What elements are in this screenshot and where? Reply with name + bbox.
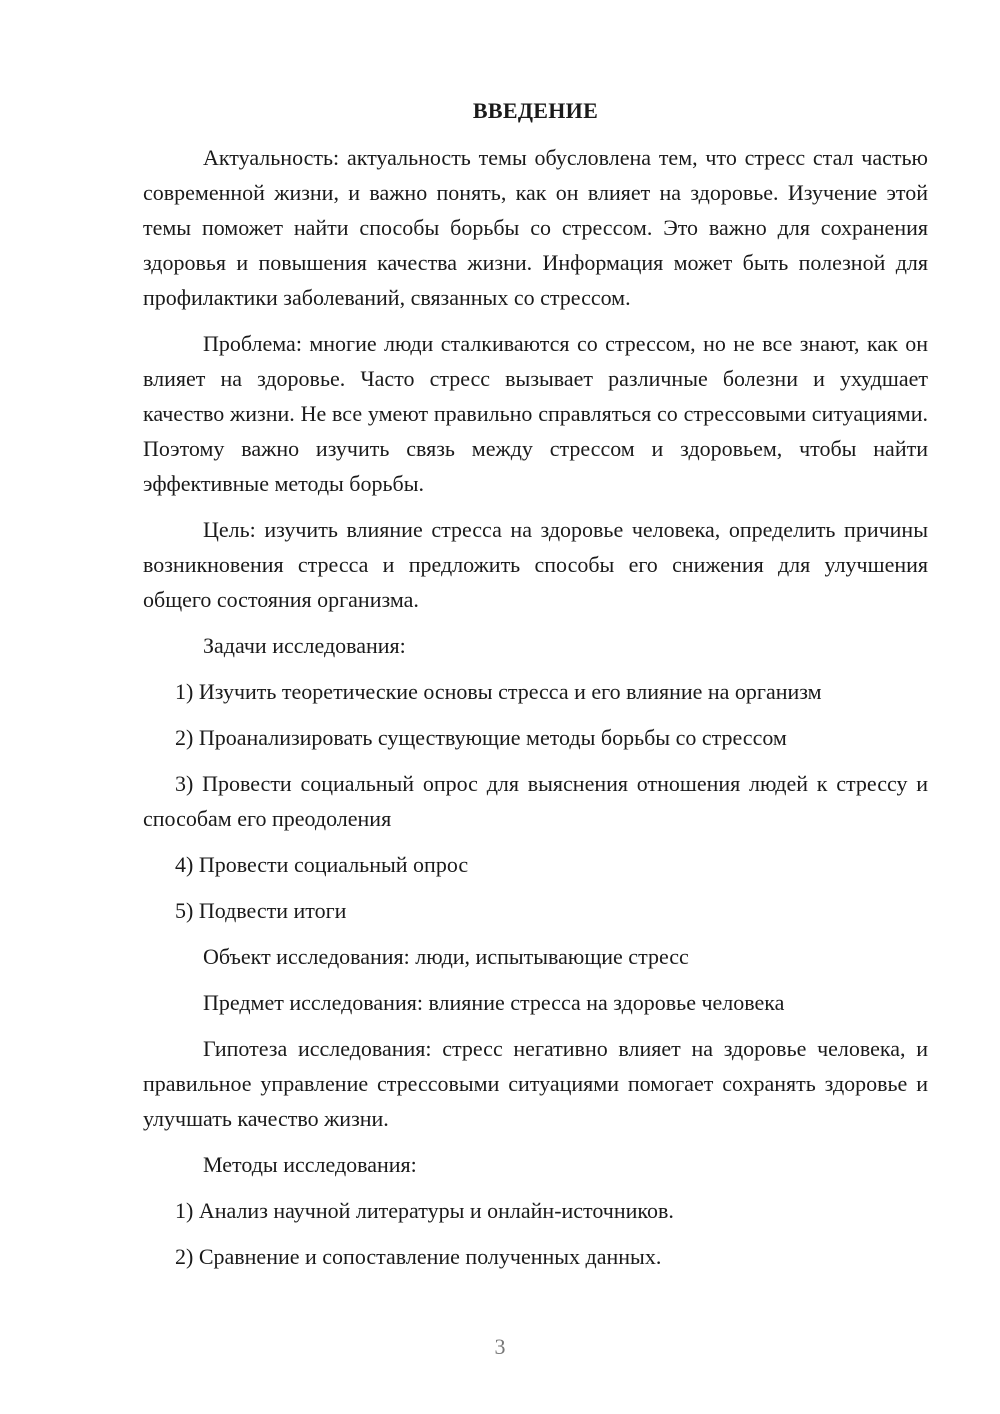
problem-paragraph: Проблема: многие люди сталкиваются со стрессом, но не все знают, как он влияет на здоровье. Часто стресс вызывает различные болезни и ухудшает качество жизни. Не все умеют правильно справляться со стрессовыми ситуациями. Поэтому важно изучить связь между стрессом и здоровьем, чтобы найти эффективные методы борьбы. [143, 331, 928, 496]
methods-heading: Методы исследования: [203, 1152, 417, 1177]
tasks-list [143, 674, 928, 928]
object-paragraph: Объект исследования: люди, испытывающие стресс [203, 944, 689, 969]
section-title: ВВЕДЕНИЕ [472, 98, 599, 123]
list-item: 1) Анализ научной литературы и онлайн-источников. [175, 1198, 674, 1223]
list-item: 2) Проанализировать существующие методы борьбы со стрессом [175, 725, 787, 750]
subject-paragraph: Предмет исследования: влияние стресса на здоровье человека [203, 990, 785, 1015]
goal-paragraph: Цель: изучить влияние стресса на здоровье человека, определить причины возникновения стресса и предложить способы его снижения для улучшения общего состояния организма. [143, 517, 928, 612]
list-item: 4) Провести социальный опрос [175, 852, 469, 877]
page-number: 3 [494, 1334, 506, 1359]
hypothesis-paragraph: Гипотеза исследования: стресс негативно влияет на здоровье человека, и правильное управление стрессовыми ситуациями помогает сохранять здоровье и улучшать качество жизни. [143, 1036, 928, 1131]
list-item: 5) Подвести итоги [175, 898, 347, 923]
list-item: 1) Изучить теоретические основы стресса и его влияние на организм [175, 679, 822, 704]
list-item: 3) Провести социальный опрос для выяснения отношения людей к стрессу и способам его преодоления [143, 771, 928, 831]
tasks-heading: Задачи исследования: [203, 633, 406, 658]
relevance-paragraph: Актуальность: актуальность темы обусловлена тем, что стресс стал частью современной жизни, и важно понять, как он влияет на здоровье. Изучение этой темы поможет найти способы борьбы со стрессом. Это важно для сохранения здоровья и повышения качества жизни. Информация может быть полезной для профилактики заболеваний, связанных со стрессом. [143, 145, 928, 310]
methods-list [143, 1193, 928, 1274]
document-page [143, 96, 928, 1285]
list-item: 2) Сравнение и сопоставление полученных данных. [175, 1244, 662, 1269]
